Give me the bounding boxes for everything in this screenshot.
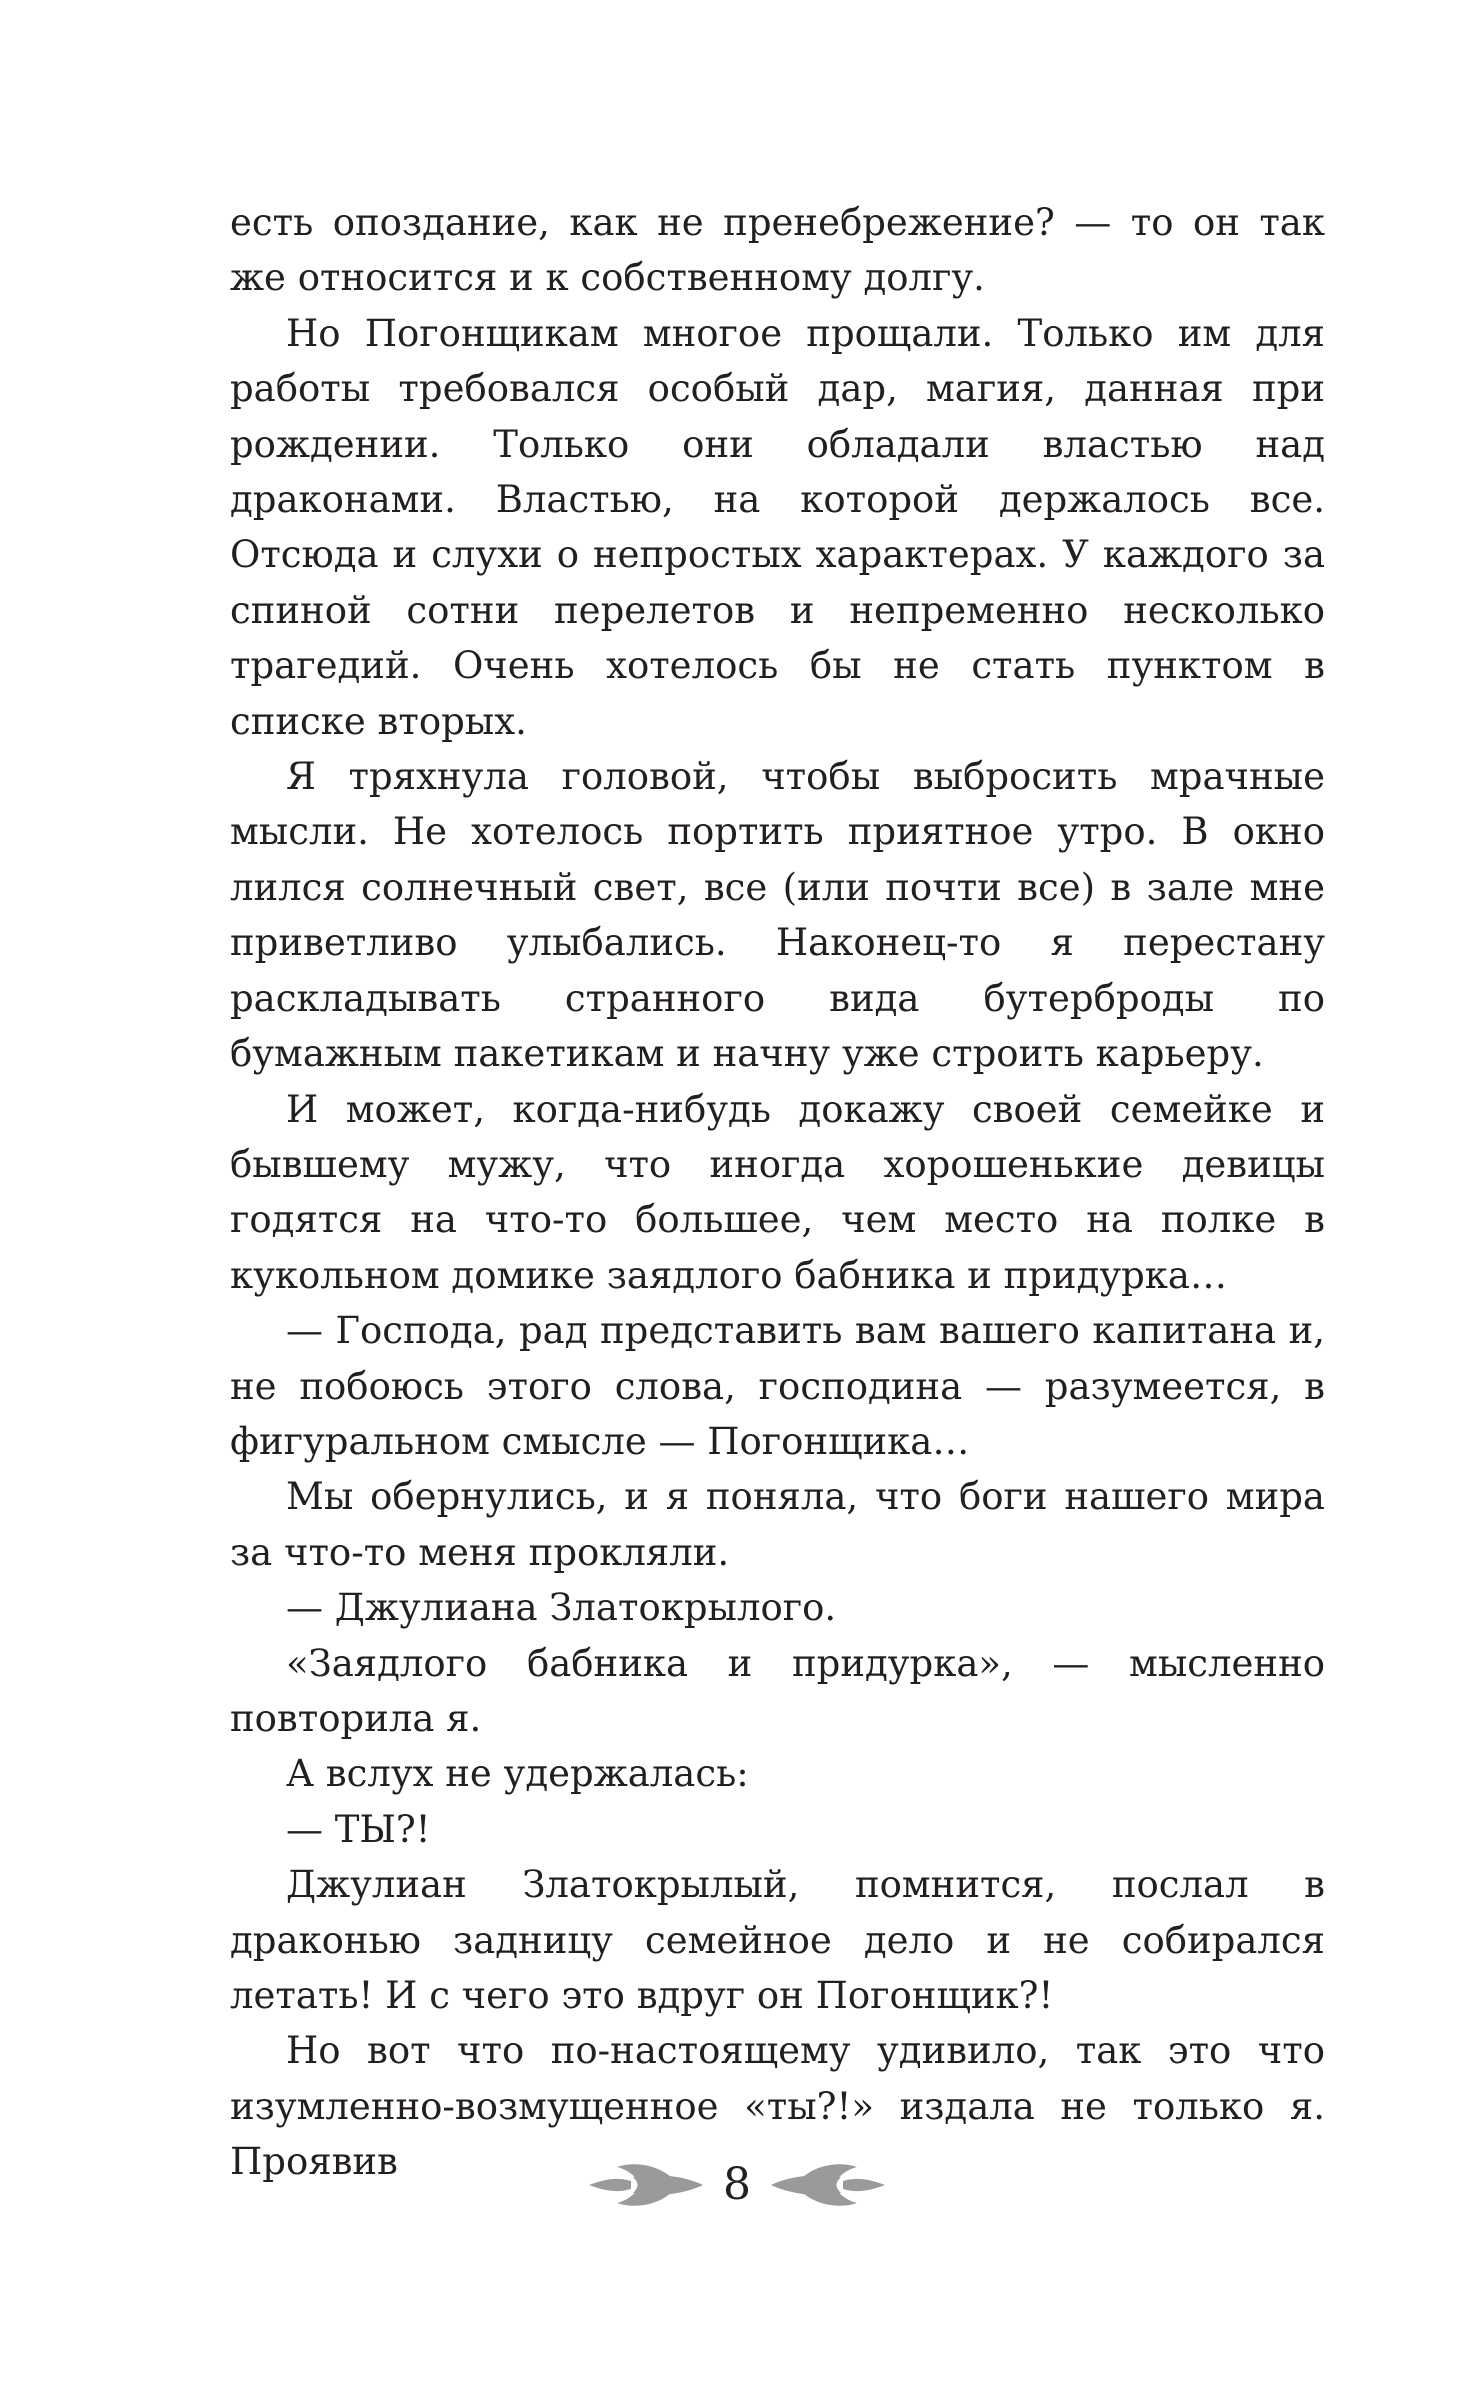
paragraph: Я тряхнула головой, чтобы выбросить мрачные мысли. Не хотелось портить приятное утро. В окно лился солнечный свет, все (или почти все) в зале мне приветливо улыбались. Наконец-то я перестану раскладывать странного вида бутерброды по бумажным пакетикам и начну уже строить карьеру. — [230, 755, 1325, 1076]
paragraph: — Джулиана Златокрылого. — [286, 1586, 837, 1630]
paragraph: — Господа, рад представить вам вашего капитана и, не побоюсь этого слова, господина — разумеется, в фигуральном смысле — Погонщика… — [230, 1309, 1325, 1463]
paragraph: — ТЫ?! — [286, 1807, 431, 1851]
paragraph: А вслух не удержалась: — [286, 1752, 749, 1796]
paragraph: есть опоздание, как не пренебрежение? — то он так же относится и к собственному долгу. — [230, 201, 1325, 300]
claw-ornament-left-icon — [587, 2155, 705, 2215]
paragraph: Но Погонщикам многое прощали. Только им для работы требовался особый дар, магия, данная при рождении. Только они обладали властью над драконами. Властью, на которой держалось все. Отсюда и слухи о непростых характерах. У каждого за спиной сотни перелетов и непременно несколько трагедий. Очень хотелось бы не стать пунктом в списке вторых. — [230, 311, 1325, 743]
paragraph: Мы обернулись, и я поняла, что боги нашего мира за что-то меня прокляли. — [230, 1475, 1325, 1574]
page-footer — [0, 2145, 1474, 2225]
paragraph: «Заядлого бабника и придурка», — мысленно повторила я. — [230, 1641, 1325, 1740]
paragraph: Но вот что по-настоящему удивило, так это что изумленно-возмущенное «ты?!» издала не только я. Проявив — [230, 2029, 1325, 2184]
paragraph: Джулиан Златокрылый, помнится, послал в драконью задницу семейное дело и не собирался летать! И с чего это вдруг он Погонщик?! — [230, 1863, 1325, 2017]
claw-ornament-right-icon — [769, 2155, 887, 2215]
page-number: 8 — [723, 2159, 751, 2210]
body-text — [230, 195, 1325, 2190]
paragraph: И может, когда-нибудь докажу своей семейке и бывшему мужу, что иногда хорошенькие девицы годятся на что-то большее, чем место на полке в кукольном домике заядлого бабника и придурка… — [230, 1087, 1325, 1297]
